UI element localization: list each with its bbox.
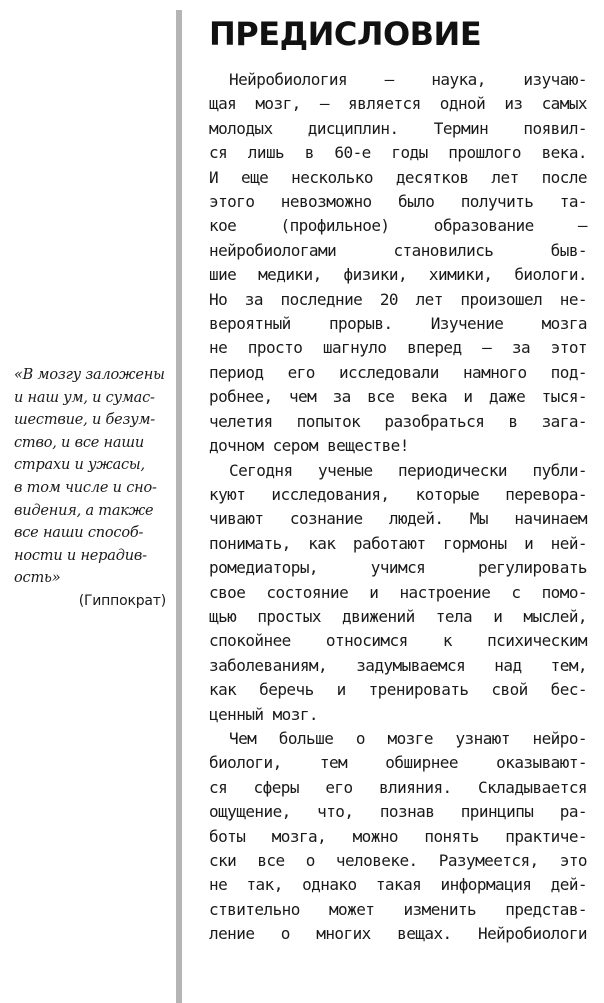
text-line: не так, однако такая информация дей- <box>209 875 587 895</box>
text-line: ление о многих вещах. Нейробиологи <box>209 924 587 944</box>
text-line: молодых дисциплин. Термин появил- <box>209 118 587 138</box>
vertical-divider <box>176 10 182 1003</box>
page-title: ПРЕДИСЛОВИЕ <box>209 15 482 53</box>
text-line: как беречь и тренировать свой бес- <box>209 680 587 700</box>
text-line: робнее, чем за все века и даже тыся- <box>209 387 587 407</box>
text-line: И еще несколько десятков лет после <box>209 167 587 187</box>
main-column <box>209 10 587 947</box>
text-line: спокойнее относимся к психическим <box>209 631 587 651</box>
text-line: куют исследования, которые перевора- <box>209 484 587 504</box>
text-line: чивают сознание людей. Мы начинаем <box>209 509 587 529</box>
text-line: щая мозг, — является одной из самых <box>209 94 587 114</box>
quote-line: в том числе и сно- <box>14 479 157 496</box>
paragraph <box>209 68 587 459</box>
text-line: ствительно может изменить представ- <box>209 899 587 919</box>
text-line: этого невозможно было получить та- <box>209 192 587 212</box>
text-line: ромедиаторы, учимся регулировать <box>209 558 587 578</box>
text-line: понимать, как работают гормоны и ней- <box>209 533 587 553</box>
text-line: ощущение, что, познав принципы ра- <box>209 802 587 822</box>
quote-line: шествие, и безум- <box>14 412 155 429</box>
quote-line: и наш ум, и сумас- <box>14 389 155 406</box>
text-line: заболеваниям, задумываемся над тем, <box>209 655 587 675</box>
text-line: ся лишь в 60-е годы прошлого века. <box>209 143 587 163</box>
text-line: ценный мозг. <box>209 704 318 724</box>
text-line: Но за последние 20 лет произошел не- <box>209 289 587 309</box>
quote-line: ость» <box>14 570 61 587</box>
text-line: щью простых движений тела и мыслей, <box>209 606 587 626</box>
quote-line: видения, а также <box>14 502 154 519</box>
quote-line: ство, и все наши <box>14 434 145 451</box>
text-line: не просто шагнуло вперед — за этот <box>209 338 587 358</box>
text-line: период его исследовали намного под- <box>209 362 587 382</box>
text-line: челетия попыток разобраться в зага- <box>209 411 587 431</box>
quote-line: «В мозгу заложены <box>14 367 165 383</box>
text-line: кое (профильное) образование — <box>209 216 587 236</box>
quote-author: (Гиппократ) <box>78 592 166 609</box>
quote-line: ности и нерадив- <box>14 547 147 564</box>
text-line: вероятный прорыв. Изучение мозга <box>209 314 587 334</box>
text-line: нейробиологами становились быв- <box>209 240 587 260</box>
quote-line: страхи и ужасы, <box>14 457 145 474</box>
text-line: биологи, тем обширнее оказывают- <box>209 753 587 773</box>
text-line: боты мозга, можно понять практиче- <box>209 826 587 846</box>
text-line: Нейробиология — наука, изучаю- <box>229 70 587 89</box>
paragraph <box>209 459 587 727</box>
quote-line: все наши способ- <box>14 525 144 542</box>
text-line: Чем больше о мозге узнают нейро- <box>229 728 587 748</box>
text-line: ся сферы его влияния. Складывается <box>209 777 587 797</box>
paragraph <box>209 727 587 947</box>
text-line: дочном сером веществе! <box>209 436 409 456</box>
text-line: свое состояние и настроение с помо- <box>209 582 587 602</box>
text-line: ски все о человеке. Разумеется, это <box>209 851 587 870</box>
sidebar-quote <box>14 364 166 613</box>
text-line: шие медики, физики, химики, биологи. <box>209 265 587 285</box>
body-text <box>209 68 587 947</box>
text-line: Сегодня ученые периодически публи- <box>229 460 587 480</box>
